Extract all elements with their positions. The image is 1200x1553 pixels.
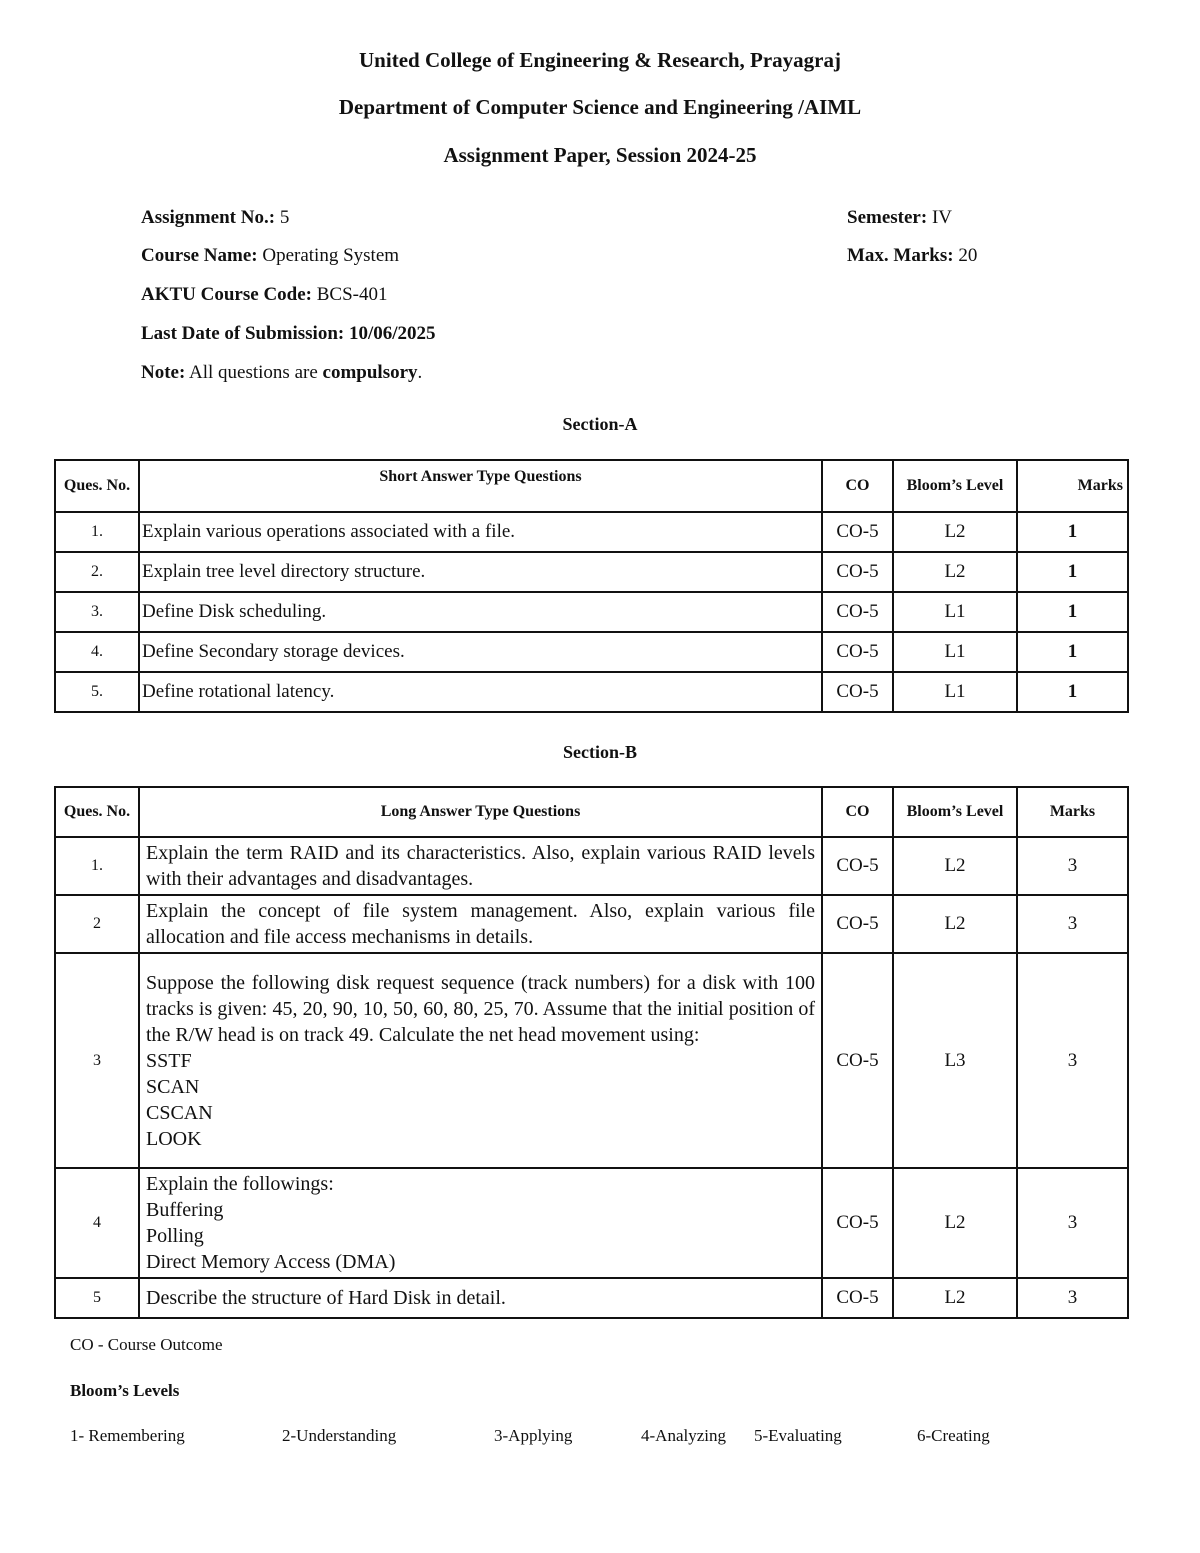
question-text (139, 1278, 822, 1318)
paper-title: Assignment Paper, Session 2024-25 (443, 143, 757, 167)
section-a-table (54, 459, 1129, 713)
course-outcome: CO-5 (822, 953, 893, 1168)
assignment-number: Assignment No.: 5 (141, 207, 290, 228)
question-text: Explain various operations associated with a file. (139, 512, 822, 552)
marks: 1 (1017, 552, 1128, 592)
marks: 1 (1017, 592, 1128, 632)
question-text (139, 953, 822, 1168)
section-a-row (55, 552, 1128, 592)
header-marks: Marks (1017, 787, 1128, 837)
header-co: CO (822, 787, 893, 837)
course-outcome: CO-5 (822, 552, 893, 592)
question-number: 5. (55, 672, 139, 712)
course-outcome: CO-5 (822, 632, 893, 672)
semester: Semester: IV (847, 207, 952, 228)
section-a-row (55, 592, 1128, 632)
marks: 3 (1017, 953, 1128, 1168)
question-number: 3. (55, 592, 139, 632)
section-b-row (55, 1278, 1128, 1318)
section-a-row (55, 672, 1128, 712)
question-text (139, 1168, 822, 1278)
level-item: 6-Creating (917, 1426, 990, 1445)
question-number: 1. (55, 837, 139, 895)
question-line: Explain the term RAID and its characteristics. Also, explain various RAID levels with their advantages and disadvantages. (146, 842, 815, 890)
blooms-level: L2 (893, 512, 1017, 552)
section-b-table (54, 786, 1129, 1319)
header-marks: Marks (1017, 460, 1128, 512)
question-text: Define Disk scheduling. (139, 592, 822, 632)
blooms-level: L1 (893, 672, 1017, 712)
marks: 1 (1017, 672, 1128, 712)
question-number: 1. (55, 512, 139, 552)
question-subitem: CSCAN (146, 1101, 213, 1124)
question-subitem: SCAN (146, 1075, 200, 1098)
question-subitem: Direct Memory Access (DMA) (146, 1251, 396, 1273)
course-code: AKTU Course Code: BCS-401 (141, 284, 388, 305)
question-line: Explain the concept of file system management. Also, explain various file allocation and file access mechanisms in details. (146, 900, 815, 948)
level-item: 3-Applying (494, 1426, 573, 1445)
question-subitem: Buffering (146, 1199, 224, 1221)
marks: 1 (1017, 632, 1128, 672)
level-item: 2-Understanding (282, 1426, 397, 1445)
question-text: Define Secondary storage devices. (139, 632, 822, 672)
blooms-level: L1 (893, 632, 1017, 672)
header-co: CO (822, 460, 893, 512)
level-item: 5-Evaluating (754, 1426, 842, 1445)
question-line: Suppose the following disk request sequence (track numbers) for a disk with 100 tracks is given: 45, 20, 90, 10, 50, 60, 80, 25, 70. Assume that the initial position of the R/W head is on track 49. Calculate the net head movement using: (146, 971, 815, 1046)
header-ques-no: Ques. No. (55, 460, 139, 512)
section-a-row (55, 632, 1128, 672)
question-subitem: LOOK (146, 1127, 202, 1150)
question-line: Describe the structure of Hard Disk in detail. (146, 1287, 506, 1309)
question-line: Explain the followings: (146, 1173, 334, 1195)
section-b-row (55, 837, 1128, 895)
blooms-levels-title: Bloom’s Levels (70, 1381, 180, 1400)
level-item: 4-Analyzing (641, 1426, 726, 1445)
course-outcome: CO-5 (822, 1278, 893, 1318)
section-a-row (55, 512, 1128, 552)
header-question: Long Answer Type Questions (139, 787, 822, 837)
question-number: 4. (55, 632, 139, 672)
level-item: 1- Remembering (70, 1426, 185, 1445)
course-outcome: CO-5 (822, 592, 893, 632)
question-text (139, 837, 822, 895)
marks: 3 (1017, 837, 1128, 895)
course-outcome: CO-5 (822, 672, 893, 712)
blooms-level: L2 (893, 1168, 1017, 1278)
header-ques-no: Ques. No. (55, 787, 139, 837)
question-text: Define rotational latency. (139, 672, 822, 712)
course-name: Course Name: Operating System (141, 245, 400, 266)
blooms-level: L1 (893, 592, 1017, 632)
department-name: Department of Computer Science and Engineering /AIML (338, 95, 862, 119)
question-subitem: SSTF (146, 1049, 192, 1072)
course-outcome: CO-5 (822, 895, 893, 953)
blooms-level: L3 (893, 953, 1017, 1168)
submission-date: Last Date of Submission: 10/06/2025 (141, 323, 436, 344)
question-text (139, 895, 822, 953)
section-b-row (55, 1168, 1128, 1278)
marks: 3 (1017, 895, 1128, 953)
question-number: 5 (55, 1278, 139, 1318)
section-a-header-row (55, 460, 1128, 512)
header-blooms-level: Bloom’s Level (893, 787, 1017, 837)
question-number: 2. (55, 552, 139, 592)
marks: 3 (1017, 1168, 1128, 1278)
course-outcome: CO-5 (822, 1168, 893, 1278)
question-subitem: Polling (146, 1225, 204, 1247)
section-a-title: Section-A (562, 414, 638, 434)
question-number: 3 (55, 953, 139, 1168)
question-number: 4 (55, 1168, 139, 1278)
max-marks: Max. Marks: 20 (847, 245, 978, 266)
header-blooms-level: Bloom’s Level (893, 460, 1017, 512)
college-name: United College of Engineering & Research, Prayagraj (359, 48, 841, 72)
blooms-level: L2 (893, 837, 1017, 895)
course-outcome: CO-5 (822, 512, 893, 552)
section-b-header-row (55, 787, 1128, 837)
co-legend: CO - Course Outcome (70, 1335, 223, 1354)
blooms-level: L2 (893, 552, 1017, 592)
marks: 3 (1017, 1278, 1128, 1318)
question-text: Explain tree level directory structure. (139, 552, 822, 592)
note: Note: All questions are compulsory. (141, 362, 423, 383)
blooms-level: L2 (893, 1278, 1017, 1318)
marks: 1 (1017, 512, 1128, 552)
blooms-level: L2 (893, 895, 1017, 953)
section-b-row (55, 953, 1128, 1168)
question-number: 2 (55, 895, 139, 953)
section-b-title: Section-B (563, 742, 637, 762)
section-b-row (55, 895, 1128, 953)
course-outcome: CO-5 (822, 837, 893, 895)
header-question: Short Answer Type Questions (139, 460, 822, 512)
